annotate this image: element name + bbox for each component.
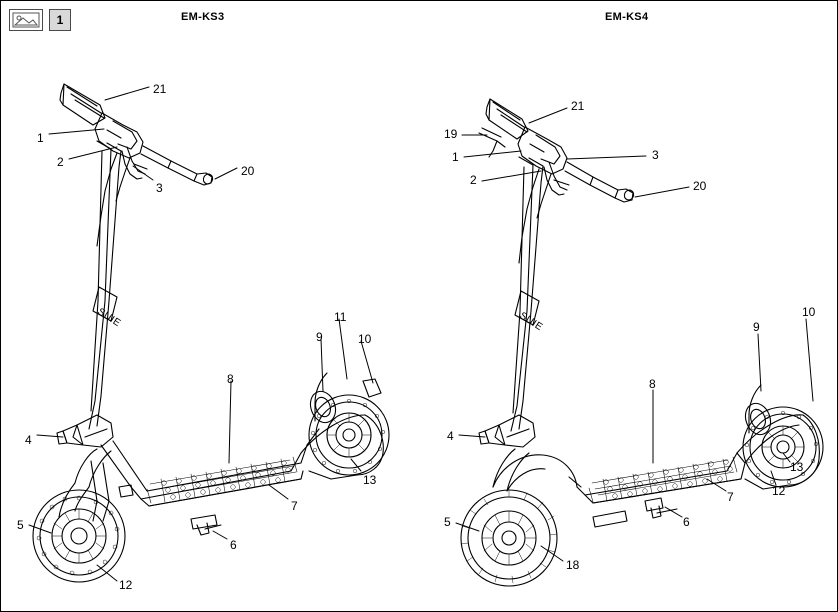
callout-right-8: 8 — [649, 377, 656, 391]
callout-right-20: 20 — [693, 179, 707, 193]
callout-right-2: 2 — [470, 173, 477, 187]
callout-left-6: 6 — [230, 538, 237, 552]
callout-right-4: 4 — [447, 429, 454, 443]
svg-text:SUIE: SUIE — [95, 306, 123, 330]
scooter-line-art — [1, 1, 838, 612]
callout-right-7: 7 — [727, 490, 734, 504]
callout-right-18: 18 — [566, 558, 580, 572]
page-number-badge: 1 — [49, 9, 71, 31]
callout-left-3: 3 — [156, 181, 163, 195]
callout-left-20: 20 — [241, 164, 255, 178]
callout-right-21: 21 — [571, 99, 585, 113]
callout-left-13: 13 — [363, 473, 377, 487]
callout-right-5: 5 — [444, 515, 451, 529]
callout-right-3: 3 — [652, 148, 659, 162]
callout-left-8: 8 — [227, 372, 234, 386]
callout-right-1: 1 — [452, 150, 459, 164]
model-title-right: EM-KS4 — [605, 11, 649, 23]
callout-right-9: 9 — [753, 320, 760, 334]
callout-right-12: 12 — [772, 484, 786, 498]
callout-left-5: 5 — [17, 518, 24, 532]
callout-left-2: 2 — [57, 155, 64, 169]
callout-left-9: 9 — [316, 330, 323, 344]
scooter-right-ks4 — [461, 99, 823, 586]
scooter-left-ks3 — [33, 84, 389, 582]
callout-left-10: 10 — [358, 332, 372, 346]
callout-left-11: 11 — [334, 310, 347, 324]
callout-right-10: 10 — [802, 305, 816, 319]
callout-right-19: 19 — [444, 127, 458, 141]
leader-lines-right — [456, 108, 816, 561]
callout-right-6: 6 — [683, 515, 690, 529]
svg-text:SUIE: SUIE — [517, 310, 545, 334]
callout-left-7: 7 — [291, 499, 298, 513]
callout-right-13: 13 — [790, 460, 804, 474]
callout-left-12: 12 — [119, 578, 133, 592]
callout-left-1: 1 — [37, 131, 44, 145]
callout-left-21: 21 — [153, 82, 167, 96]
model-title-left: EM-KS3 — [181, 11, 225, 23]
callout-left-4: 4 — [25, 433, 32, 447]
